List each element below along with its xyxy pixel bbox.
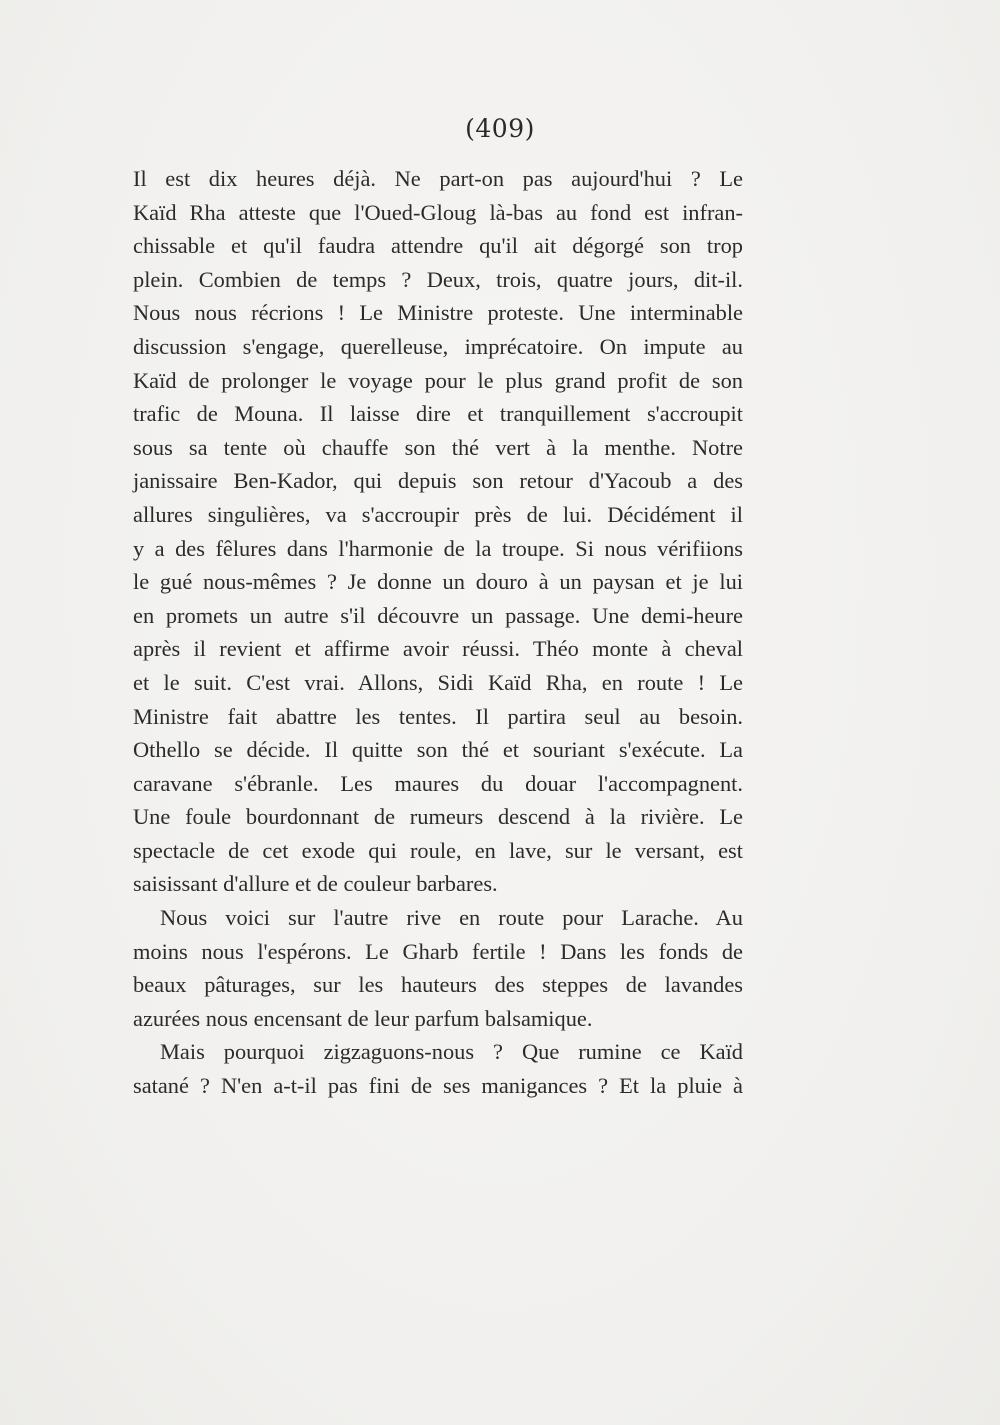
paragraph: [133, 1035, 743, 1102]
body-text: [133, 162, 743, 1103]
text-line: après il revient et affirme avoir réussi. Théo monte à cheval: [133, 636, 743, 662]
text-line: sous sa tente où chauffe son thé vert à la menthe. Notre: [133, 434, 743, 460]
text-line: spectacle de cet exode qui roule, en lave, sur le versant, est: [133, 837, 743, 863]
text-line: trafic de Mouna. Il laisse dire et tranquillement s'accroupit: [133, 401, 743, 427]
text-line: plein. Combien de temps ? Deux, trois, quatre jours, dit-il.: [133, 266, 743, 292]
page-number: (409): [465, 114, 535, 143]
text-line: Kaïd Rha atteste que l'Oued-Gloug là-bas au fond est infran-: [133, 199, 743, 225]
text-line: chissable et qu'il faudra attendre qu'il ait dégorgé son trop: [133, 233, 743, 259]
paragraph: [133, 162, 743, 901]
text-line: Nous voici sur l'autre rive en route pour Larache. Au: [160, 905, 743, 931]
text-line: Nous nous récrions ! Le Ministre proteste. Une interminable: [133, 300, 743, 326]
text-line: Mais pourquoi zigzaguons-nous ? Que rumine ce Kaïd: [160, 1039, 743, 1065]
text-line: discussion s'engage, querelleuse, imprécatoire. On impute au: [133, 333, 743, 359]
text-line: Kaïd de prolonger le voyage pour le plus grand profit de son: [133, 367, 743, 393]
text-line: Ministre fait abattre les tentes. Il partira seul au besoin.: [133, 703, 743, 729]
text-line: en promets un autre s'il découvre un passage. Une demi-heure: [133, 602, 743, 628]
text-line: y a des fêlures dans l'harmonie de la troupe. Si nous vérifiions: [133, 535, 743, 561]
text-line: caravane s'ébranle. Les maures du douar l'accompagnent.: [133, 770, 743, 796]
text-line: Une foule bourdonnant de rumeurs descend à la rivière. Le: [133, 804, 743, 830]
text-line: beaux pâturages, sur les hauteurs des steppes de lavandes: [133, 972, 743, 998]
text-line: janissaire Ben-Kador, qui depuis son retour d'Yacoub a des: [133, 468, 743, 494]
paragraph: [133, 901, 743, 1035]
text-line: Othello se décide. Il quitte son thé et souriant s'exécute. La: [133, 737, 743, 763]
text-line: le gué nous-mêmes ? Je donne un douro à un paysan et je lui: [133, 569, 743, 595]
text-line: et le suit. C'est vrai. Allons, Sidi Kaïd Rha, en route ! Le: [133, 669, 743, 695]
text-line: azurées nous encensant de leur parfum balsamique.: [133, 1005, 593, 1031]
text-line: Il est dix heures déjà. Ne part-on pas aujourd'hui ? Le: [133, 166, 743, 191]
text-line: satané ? N'en a-t-il pas fini de ses manigances ? Et la pluie à: [133, 1073, 743, 1099]
text-line: saisissant d'allure et de couleur barbares.: [133, 871, 498, 897]
text-line: allures singulières, va s'accroupir près de lui. Décidément il: [133, 501, 743, 527]
text-line: moins nous l'espérons. Le Gharb fertile ! Dans les fonds de: [133, 938, 743, 964]
